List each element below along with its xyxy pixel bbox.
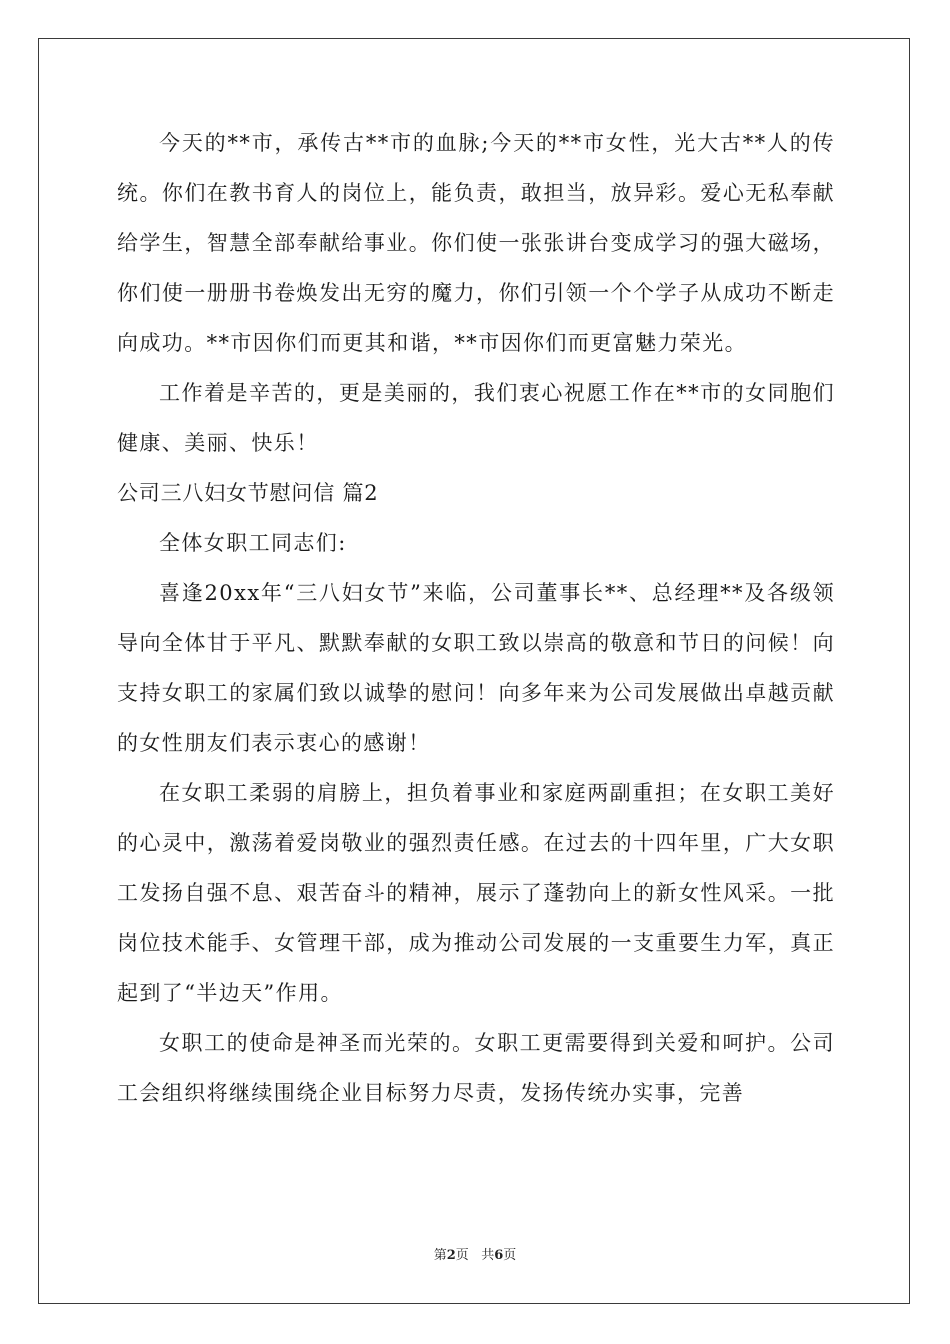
paragraph-3: 喜逢20xx年“三八妇女节”来临，公司董事长**、总经理**及各级领导向全体甘于平凡、默默奉献的女职工致以崇高的敬意和节日的问候！向支持女职工的家属们致以诚挚的慰问！向多年来为公司发展做出卓越贡献的女性朋友们表示衷心的感谢！	[117, 581, 835, 755]
page-footer	[0, 1244, 950, 1263]
paragraph-5: 女职工的使命是神圣而光荣的。女职工更需要得到关爱和呵护。公司工会组织将继续围绕企业目标努力尽责，发扬传统办实事，完善	[117, 1031, 835, 1105]
current-page-number: 2	[446, 1248, 456, 1263]
paragraph-4: 在女职工柔弱的肩膀上，担负着事业和家庭两副重担；在女职工美好的心灵中，激荡着爱岗敬业的强烈责任感。在过去的十四年里，广大女职工发扬自强不息、艰苦奋斗的精神，展示了蓬勃向上的新女性风采。一批岗位技术能手、女管理干部，成为推动公司发展的一支重要生力军，真正起到了“半边天”作用。	[117, 781, 835, 1005]
paragraph-1: 今天的**市，承传古**市的血脉;今天的**市女性，光大古**人的传统。你们在教书育人的岗位上，能负责，敢担当，放异彩。爱心无私奉献给学生，智慧全部奉献给事业。你们使一张张讲台变成学习的强大磁场，你们使一册册书卷焕发出无穷的魔力，你们引领一个个学子从成功不断走向成功。**市因你们而更其和谐，**市因你们而更富魅力荣光。	[117, 131, 835, 355]
document-body	[117, 118, 835, 1118]
section-heading: 公司三八妇女节慰问信 篇2	[117, 481, 379, 505]
page-label-suffix: 页	[503, 1248, 517, 1263]
paragraph-2: 工作着是辛苦的，更是美丽的，我们衷心祝愿工作在**市的女同胞们健康、美丽、快乐！	[117, 381, 835, 455]
page-label-prefix: 第	[433, 1248, 447, 1263]
total-pages-number: 6	[494, 1248, 504, 1263]
salutation: 全体女职工同志们:	[159, 531, 347, 555]
page-label-mid: 页 共	[455, 1248, 495, 1263]
